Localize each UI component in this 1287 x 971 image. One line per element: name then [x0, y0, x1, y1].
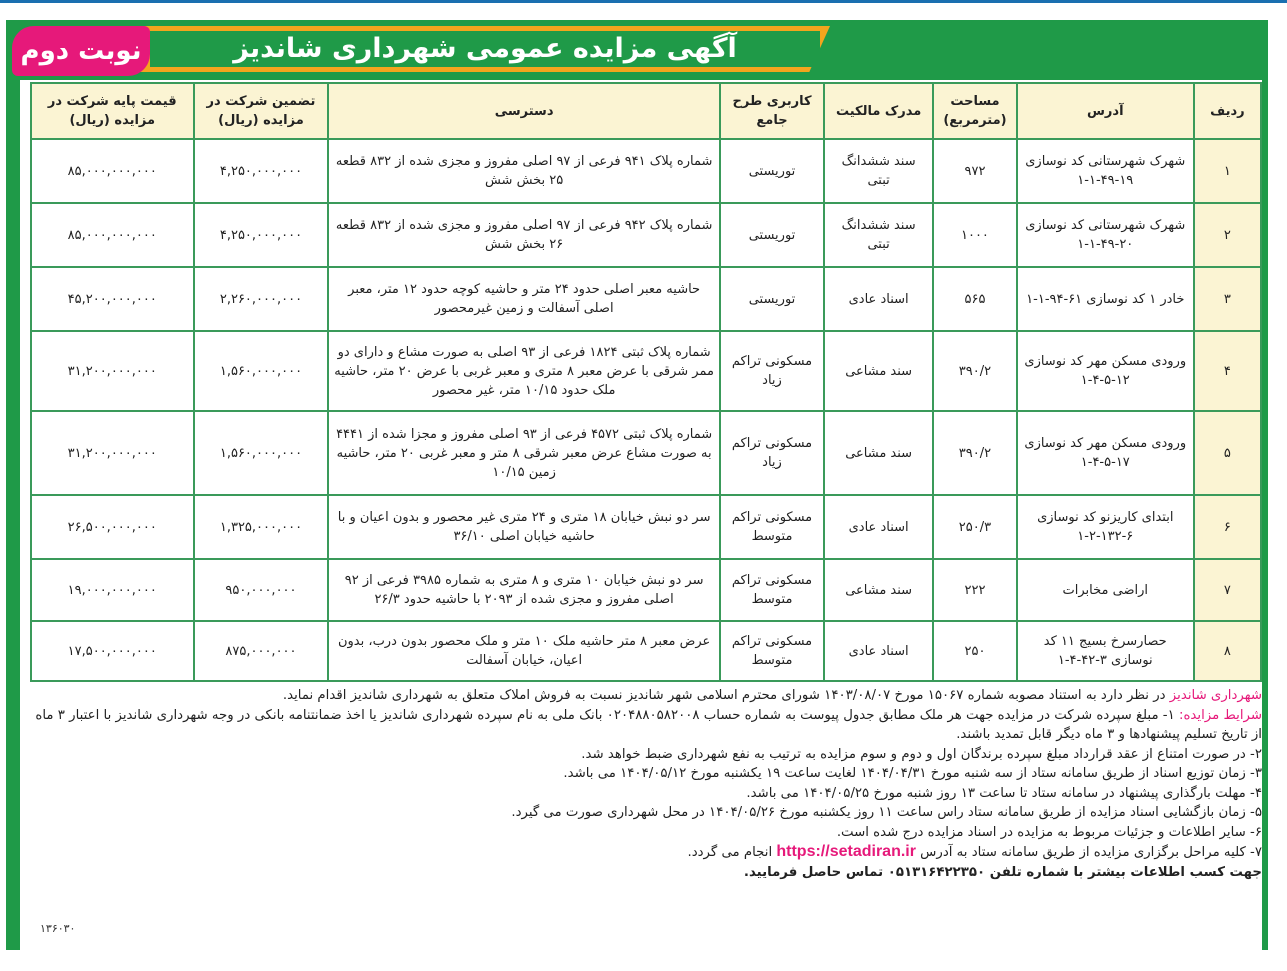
cell-ownership: اسناد عادی [824, 495, 933, 559]
cell-landuse: مسکونی تراکم زیاد [720, 411, 824, 495]
cell-ownership: سند ششدانگ تبتی [824, 203, 933, 267]
cell-base-price: ۱۷,۵۰۰,۰۰۰,۰۰۰ [31, 621, 194, 681]
cell-deposit: ۱,۵۶۰,۰۰۰,۰۰۰ [194, 411, 329, 495]
cell-ownership: سند مشاعی [824, 559, 933, 621]
header-deposit: تضمین شرکت در مزایده (ریال) [194, 83, 329, 139]
cell-address: خادر ۱ کد نوسازی ۶۱-۹۴-۱-۱ [1017, 267, 1194, 331]
cell-landuse: مسکونی تراکم متوسط [720, 495, 824, 559]
cell-area: ۱۰۰۰ [933, 203, 1017, 267]
cell-landuse: مسکونی تراکم زیاد [720, 331, 824, 411]
cell-deposit: ۱,۵۶۰,۰۰۰,۰۰۰ [194, 331, 329, 411]
condition-2: ۲- در صورت امتناع از عقد قرارداد مبلغ سپرده برندگان اول و دوم و سوم مزایده به ترتیب به نفع شهرداری ضبط خواهد شد. [581, 746, 1262, 762]
setadiran-link[interactable]: https://setadiran.ir [776, 843, 916, 860]
cell-area: ۲۵۰ [933, 621, 1017, 681]
cell-radif: ۷ [1194, 559, 1261, 621]
page-title: آگهی مزایده عمومی شهرداری شاندیز [150, 31, 820, 67]
cell-address: ورودی مسکن مهر کد نوسازی ۱۷-۵-۴-۱ [1017, 411, 1194, 495]
header-base-price: قیمت پایه شرکت در مزایده (ریال) [31, 83, 194, 139]
cell-area: ۲۵۰/۳ [933, 495, 1017, 559]
cell-area: ۳۹۰/۲ [933, 331, 1017, 411]
cell-access: شماره پلاک ۹۴۱ فرعی از ۹۷ اصلی مفروز و مجزی شده از ۸۳۲ قطعه ۲۵ بخش شش [328, 139, 719, 203]
cell-address: ابتدای کاریزنو کد نوسازی ۶-۱۳۲-۲-۱ [1017, 495, 1194, 559]
cell-deposit: ۲,۲۶۰,۰۰۰,۰۰۰ [194, 267, 329, 331]
cell-radif: ۳ [1194, 267, 1261, 331]
table-row [31, 267, 1261, 331]
cell-landuse: توریستی [720, 203, 824, 267]
cell-ownership: سند مشاعی [824, 331, 933, 411]
cell-radif: ۸ [1194, 621, 1261, 681]
cell-area: ۲۲۲ [933, 559, 1017, 621]
table-row [31, 559, 1261, 621]
table-row [31, 331, 1261, 411]
cell-address: شهرک شهرستانی کد نوسازی ۱۹-۴۹-۱-۱ [1017, 139, 1194, 203]
cell-area: ۹۷۲ [933, 139, 1017, 203]
cell-address: حصارسرخ بسیج ۱۱ کد نوسازی ۳-۴۲-۴-۱ [1017, 621, 1194, 681]
cell-base-price: ۳۱,۲۰۰,۰۰۰,۰۰۰ [31, 331, 194, 411]
table-header-row [31, 83, 1261, 139]
intro-text: در نظر دارد به استناد مصوبه شماره ۱۵۰۶۷ مورخ ۱۴۰۳/۰۸/۰۷ شورای محترم اسلامی شهر شاندیز نسبت به فروش املاک متعلق به شهرداری شاندیز اقدام نماید. [282, 688, 1170, 703]
cell-landuse: توریستی [720, 267, 824, 331]
condition-7: ۷- کلیه مراحل برگزاری مزایده از طریق سامانه ستاد به آدرس [915, 845, 1262, 860]
cell-radif: ۴ [1194, 331, 1261, 411]
cell-access: شماره پلاک ثبتی ۴۵۷۲ فرعی از ۹۳ اصلی مفروز و مجزا شده از ۴۴۴۱ به صورت مشاع عرض معبر شرقی ۸ متر و معبر غربی ۲۰ متر، حاشیه زمین ۱۰/۱۵ [328, 411, 719, 495]
cell-address: اراضی مخابرات [1017, 559, 1194, 621]
header-access: دسترسی [328, 83, 719, 139]
cell-access: عرض معبر ۸ متر حاشیه ملک ۱۰ متر و ملک محصور بدون درب، بدون اعیان، خیابان آسفالت [328, 621, 719, 681]
cell-access: حاشیه معبر اصلی حدود ۲۴ متر و حاشیه کوچه حدود ۱۲ متر، معبر اصلی آسفالت و زمین غیرمحصور [328, 267, 719, 331]
cell-base-price: ۳۱,۲۰۰,۰۰۰,۰۰۰ [31, 411, 194, 495]
cell-radif: ۲ [1194, 203, 1261, 267]
header-area: مساحت (مترمربع) [933, 83, 1017, 139]
condition-6: ۶- سایر اطلاعات و جزئیات مربوط به مزایده در اسناد مزایده درج شده است. [836, 824, 1262, 840]
cell-deposit: ۹۵۰,۰۰۰,۰۰۰ [194, 559, 329, 621]
condition-5: ۵- زمان بازگشایی اسناد مزایده از طریق سامانه ستاد راس ساعت ۱۱ روز یکشنبه مورخ ۱۴۰۴/۰۵/۲۶ در محل شهرداری صورت می گیرد. [511, 805, 1262, 820]
table-row [31, 411, 1261, 495]
cell-landuse: مسکونی تراکم متوسط [720, 621, 824, 681]
cell-deposit: ۸۷۵,۰۰۰,۰۰۰ [194, 621, 329, 681]
top-rule [0, 0, 1287, 3]
table-row [31, 495, 1261, 559]
table-row [31, 139, 1261, 203]
cell-landuse: توریستی [720, 139, 824, 203]
cell-base-price: ۲۶,۵۰۰,۰۰۰,۰۰۰ [31, 495, 194, 559]
header-address: آدرس [1017, 83, 1194, 139]
cell-access: سر دو نبش خیابان ۱۸ متری و ۲۴ متری غیر محصور و بدون اعیان و با حاشیه خیابان اصلی ۳۶/۱۰ [328, 495, 719, 559]
cell-base-price: ۱۹,۰۰۰,۰۰۰,۰۰۰ [31, 559, 194, 621]
cell-access: سر دو نبش خیابان ۱۰ متری و ۸ متری به شماره ۳۹۸۵ فرعی از ۹۲ اصلی مفروز و مجزی شده از ۲۰۹۳ با حاشیه حدود ۲۶/۳ [328, 559, 719, 621]
condition-7-end: انجام می گردد. [687, 845, 777, 860]
cell-access: شماره پلاک ثبتی ۱۸۲۴ فرعی از ۹۳ اصلی به صورت مشاع و دارای دو ممر شرقی با عرض معبر ۸ متری و معبر غربی با عرض ۲۰ متر، حاشیه ملک حدود ۱۰/۱۵ متر، غیر محصور [328, 331, 719, 411]
header-radif: ردیف [1194, 83, 1261, 139]
condition-3: ۳- زمان توزیع اسناد از طریق سامانه ستاد از سه شنبه مورخ ۱۴۰۴/۰۴/۳۱ لغایت ساعت ۱۹ یکشنبه مورخ ۱۴۰۴/۰۵/۱۲ می باشد. [563, 766, 1262, 781]
cell-deposit: ۱,۳۲۵,۰۰۰,۰۰۰ [194, 495, 329, 559]
cell-radif: ۵ [1194, 411, 1261, 495]
cell-deposit: ۴,۲۵۰,۰۰۰,۰۰۰ [194, 203, 329, 267]
cell-access: شماره پلاک ۹۴۲ فرعی از ۹۷ اصلی مفروز و مجزی شده از ۸۳۲ قطعه ۲۶ بخش شش [328, 203, 719, 267]
cell-ownership: اسناد عادی [824, 267, 933, 331]
cell-radif: ۶ [1194, 495, 1261, 559]
cell-landuse: مسکونی تراکم متوسط [720, 559, 824, 621]
cell-address: شهرک شهرستانی کد نوسازی ۲۰-۴۹-۱-۱ [1017, 203, 1194, 267]
auction-table [30, 82, 1262, 682]
cell-ownership: سند ششدانگ تبتی [824, 139, 933, 203]
conditions-label: شرایط مزایده: [1178, 707, 1262, 723]
table-row [31, 203, 1261, 267]
cell-ownership: اسناد عادی [824, 621, 933, 681]
condition-4: ۴- مهلت بارگذاری پیشنهاد در سامانه ستاد تا ساعت ۱۳ روز شنبه مورخ ۱۴۰۴/۰۵/۲۵ می باشد. [746, 785, 1262, 801]
cell-radif: ۱ [1194, 139, 1261, 203]
cell-base-price: ۸۵,۰۰۰,۰۰۰,۰۰۰ [31, 203, 194, 267]
notice-text [32, 686, 1262, 882]
header-landuse: کاربری طرح جامع [720, 83, 824, 139]
cell-address: ورودی مسکن مهر کد نوسازی ۱۲-۵-۴-۱ [1017, 331, 1194, 411]
condition-1: ۱- مبلغ سپرده شرکت در مزایده جهت هر ملک مطابق جدول پیوست به شماره حساب ۰۲۰۴۸۸۰۵۸۲۰۰۸ بانک ملی به نام سپرده شهرداری شاندیز یا اخذ ضمانتنامه بانکی در وجه شهرداری شاندیز با اعتبار ۳ ماه از تاریخ تسلیم پیشنهادها و ۳ ماه دیگر قابل تمدید باشند. [35, 707, 1262, 742]
cell-base-price: ۴۵,۲۰۰,۰۰۰,۰۰۰ [31, 267, 194, 331]
municipality-name: شهرداری شاندیز [1169, 688, 1262, 703]
contact-line: جهت کسب اطلاعات بیشتر با شماره تلفن ۰۵۱۳۱۶۴۲۲۳۵۰ تماس حاصل فرمایید. [743, 864, 1262, 880]
cell-deposit: ۴,۲۵۰,۰۰۰,۰۰۰ [194, 139, 329, 203]
table-row [31, 621, 1261, 681]
second-round-badge: نوبت دوم [12, 26, 150, 76]
cell-area: ۵۶۵ [933, 267, 1017, 331]
cell-ownership: سند مشاعی [824, 411, 933, 495]
cell-area: ۳۹۰/۲ [933, 411, 1017, 495]
header-ownership: مدرک مالکیت [824, 83, 933, 139]
cell-base-price: ۸۵,۰۰۰,۰۰۰,۰۰۰ [31, 139, 194, 203]
ad-code: ۱۳۶۰۳۰ [40, 922, 76, 935]
